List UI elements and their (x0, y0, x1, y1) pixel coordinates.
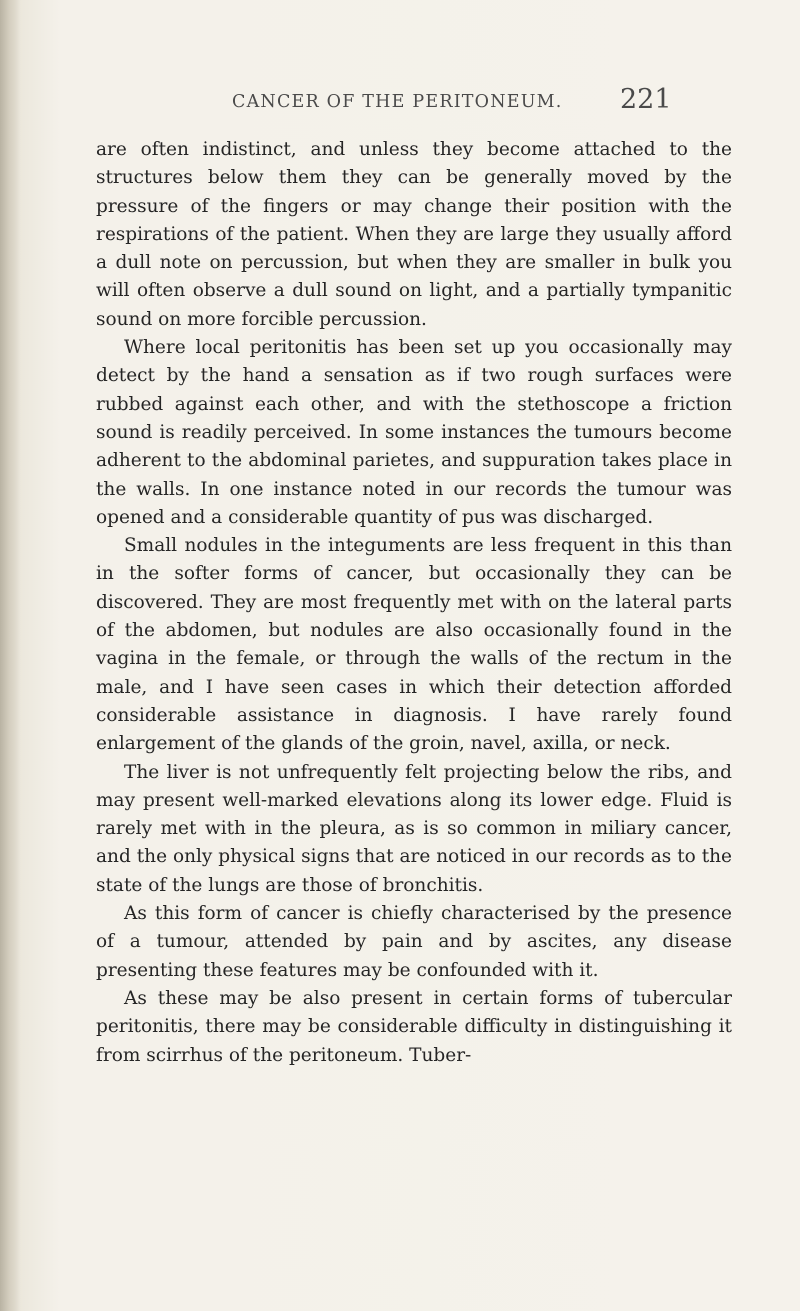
paragraph-4: The liver is not unfrequently felt projecting below the ribs, and may present well-marked elevations along its lower edge. Fluid is rarely met with in the pleura, as is so common in miliary cancer, and the only physical signs that are noticed in our records as to the state of the lungs are those of bronchitis. (96, 761, 732, 896)
paragraph-1: are often indistinct, and unless they become attached to the structures below them they can be generally moved by the pressure of the fingers or may change their position with the respirations of the patient. When they are large they usually afford a dull note on percussion, but when they are smaller in bulk you will often observe a dull sound on light, and a partially tympanitic sound on more forcible percussion. (96, 139, 732, 330)
paragraph-3: Small nodules in the integuments are less frequent in this than in the softer forms of cancer, but occasionally they can be discovered. They are most frequently met with on the lateral parts of the abdomen, but nodules are also occasionally found in the vagina in the female, or through the walls of the rectum in the male, and I have seen cases in which their detection afforded considerable assistance in diagnosis. I have rarely found enlargement of the glands of the groin, navel, axilla, or neck. (96, 535, 732, 755)
running-head-title: CANCER OF THE PERITONEUM. (232, 92, 563, 112)
paragraph-6: As these may be also present in certain forms of tubercular peritonitis, there may be considerable difficulty in distinguishing it from scirrhus of the peritoneum. Tuber- (96, 987, 732, 1066)
page-gutter-shadow (0, 0, 20, 1311)
page-number: 221 (620, 84, 672, 115)
paragraph-5: As this form of cancer is chiefly characterised by the presence of a tumour, attended by pain and by ascites, any disease presenting these features may be confounded with it. (96, 903, 732, 981)
paragraph-2: Where local peritonitis has been set up you occasionally may detect by the hand a sensation as if two rough surfaces were rubbed against each other, and with the stethoscope a friction sound is readily perceived. In some instances the tumours become adherent to the abdominal parietes, and suppuration takes place in the walls. In one instance noted in our records the tumour was opened and a considerable quantity of pus was discharged. (96, 337, 732, 528)
running-head (0, 84, 800, 124)
body-text (96, 136, 732, 1070)
